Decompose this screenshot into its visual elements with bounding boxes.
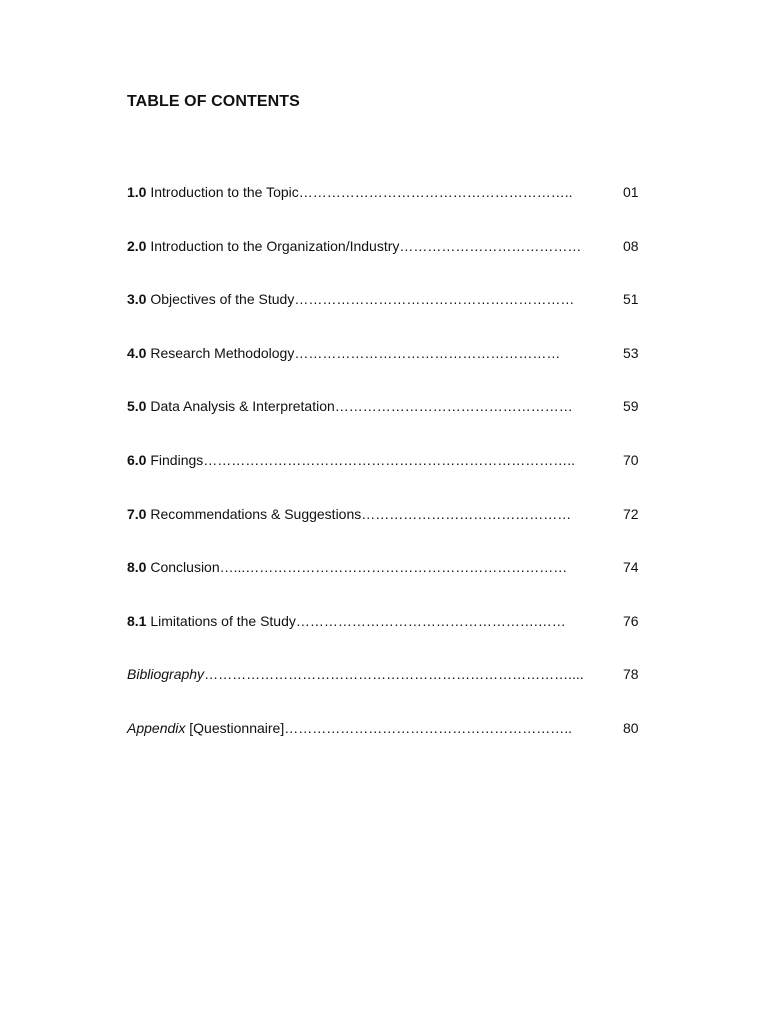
toc-entry-number: 3.0	[127, 291, 147, 308]
toc-entry-page: 76	[623, 612, 639, 629]
toc-entry-title: Conclusion	[146, 559, 220, 576]
toc-entry-title: Research Methodology	[146, 344, 295, 361]
toc-entry-text	[127, 450, 575, 470]
toc-entry-number: 4.0	[127, 344, 147, 361]
toc-entry-italic-title: Bibliography	[127, 666, 205, 683]
toc-entry	[127, 557, 642, 611]
toc-entry-text	[127, 664, 584, 684]
toc-entry-number: 2.0	[127, 237, 147, 254]
toc-heading: TABLE OF CONTENTS	[127, 93, 300, 110]
toc-entry-leader: …………………………………………………..	[298, 184, 573, 200]
toc-entry-leader: ………………………………………	[361, 505, 572, 522]
toc-entry-number: 5.0	[127, 398, 147, 415]
toc-entry-page: 59	[623, 398, 639, 415]
toc-entry-number: 1.0	[127, 184, 147, 200]
toc-entry-page: 08	[623, 237, 639, 254]
toc-entry-text	[127, 718, 572, 738]
toc-entry-leader: ……………………………………………………..	[284, 719, 573, 736]
toc-entry-page: 72	[623, 505, 639, 522]
toc-entry-page: 80	[623, 719, 639, 736]
toc-entry-title: Findings	[146, 451, 204, 468]
toc-entry	[127, 236, 642, 290]
toc-entry-page: 51	[623, 291, 639, 308]
toc-entry-title: Limitations of the Study	[146, 612, 296, 629]
toc-entry-text	[127, 504, 571, 524]
toc-list	[127, 182, 642, 772]
toc-entry	[127, 182, 642, 236]
toc-entry-italic-title: Appendix	[127, 719, 186, 736]
toc-entry-leader: ……………………………………………………	[294, 291, 575, 308]
toc-entry-leader: …...……………………………………………………………	[219, 559, 568, 576]
toc-entry-leader: ……………………………………………………………………..	[203, 451, 576, 468]
toc-entry	[127, 718, 642, 772]
toc-entry-leader: …………………………………………………	[294, 344, 561, 361]
toc-entry-text	[127, 396, 573, 416]
toc-entry-page: 78	[623, 666, 639, 683]
toc-entry-extra: [Questionnaire]	[185, 719, 285, 736]
toc-entry-leader: ……………………………………………	[334, 398, 573, 415]
toc-entry	[127, 504, 642, 558]
toc-entry-title: Introduction to the Topic	[146, 184, 299, 200]
toc-entry-text	[127, 182, 573, 202]
toc-entry	[127, 289, 642, 343]
toc-entry-text	[127, 236, 581, 256]
toc-entry-title: Introduction to the Organization/Industry	[146, 237, 400, 254]
toc-entry-page: 74	[623, 559, 639, 576]
toc-entry-title: Objectives of the Study	[146, 291, 295, 308]
toc-entry	[127, 450, 642, 504]
toc-entry	[127, 343, 642, 397]
toc-entry-leader: …………………………………………….……	[295, 612, 566, 629]
toc-entry-text	[127, 557, 567, 577]
toc-entry-number: 7.0	[127, 505, 147, 522]
toc-entry-title: Data Analysis & Interpretation	[146, 398, 335, 415]
toc-entry	[127, 664, 642, 718]
toc-entry-page: 01	[623, 184, 639, 200]
toc-entry-number: 8.0	[127, 559, 147, 576]
toc-entry-text	[127, 289, 574, 309]
toc-entry-number: 6.0	[127, 451, 147, 468]
toc-entry-text	[127, 343, 560, 363]
toc-entry-page: 53	[623, 344, 639, 361]
toc-entry-title: Recommendations & Suggestions	[146, 505, 362, 522]
toc-entry-leader: …………………………………	[399, 237, 582, 254]
toc-entry-number: 8.1	[127, 612, 147, 629]
toc-entry	[127, 396, 642, 450]
toc-entry	[127, 611, 642, 665]
toc-entry-leader: ……………………………………………………………………....	[204, 666, 584, 683]
toc-entry-page: 70	[623, 451, 639, 468]
toc-entry-text	[127, 611, 566, 631]
